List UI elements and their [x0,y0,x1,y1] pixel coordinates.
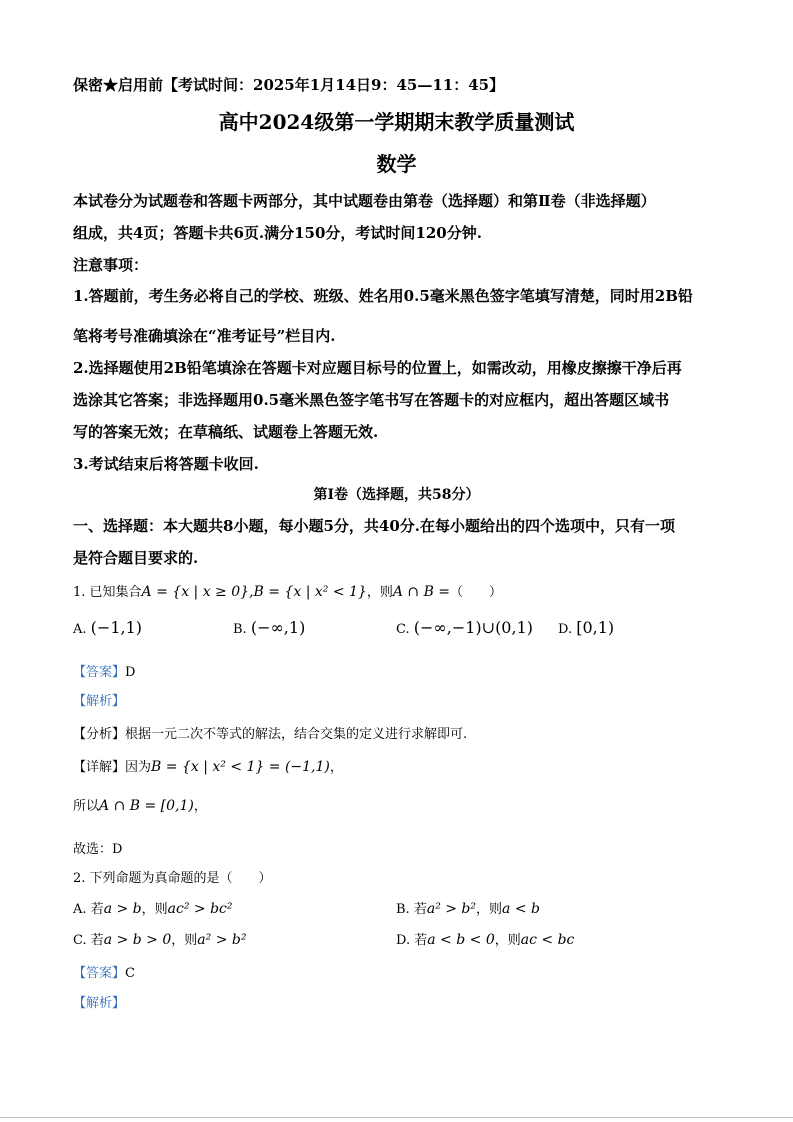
q2-answer-value: C [125,966,135,981]
note-1b: 笔将考号准确填涂在“准考证号”栏目内. [73,327,336,345]
subject-title: 数学 [376,152,417,176]
part1-instruction-a: 一、选择题：本大题共8小题，每小题5分，共40分.在每小题给出的四个选项中，只有一项 [73,517,675,535]
part1-instruction-b: 是符合题目要求的. [73,549,199,567]
page-bottom-divider [0,1117,793,1118]
note-1a: 1.答题前，考生务必将自己的学校、班级、姓名用0.5毫米黑色签字笔填写清楚，同时用2B铅 [73,287,693,305]
note-2c: 写的答案无效；在草稿纸、试题卷上答题无效. [73,423,379,441]
q1-option-a: A. (−1,1) [73,618,143,637]
section-heading: 第I卷（选择题，共58分） [313,487,480,503]
q1-conclusion: 所以A ∩ B = [0,1)， [73,798,207,814]
q1-option-d: D. [0,1) [558,618,615,637]
answer-tag: 【答案】 [73,665,126,680]
q1-answer [73,661,135,680]
q2-option-d: D. 若a < b < 0，则ac < bc [396,932,575,948]
question-2-stem: 2. 下列命题为真命题的是（ ） [73,871,272,886]
question-1-stem [73,581,502,600]
q2-analysis-tag: 【解析】 [73,996,126,1011]
q1-blank: （ ） [450,585,503,600]
q2-option-b: B. 若a² > b²，则a < b [396,901,540,917]
q1-fenxi: 【分析】根据一元二次不等式的解法，结合交集的定义进行求解即可. [73,727,468,742]
intro-line-2: 组成，共4页；答题卡共6页.满分150分，考试时间120分钟. [73,224,482,242]
q1-set-b: B = {x | x² < 1} [253,584,367,600]
q1-detail: 【详解】因为B = {x | x² < 1} = (−1,1)， [73,759,343,775]
q1-expr: A ∩ B = [392,584,451,600]
q1-analysis-tag: 【解析】 [73,694,126,709]
answer-tag: 【答案】 [73,966,126,981]
q1-option-c: C. (−∞,−1)∪(0,1) [396,618,533,637]
q1-choose: 故选：D [73,842,123,857]
q1-answer-value: D [125,665,136,680]
q1-then: ，则 [366,585,393,600]
note-2a: 2.选择题使用2B铅笔填涂在答题卡对应题目标号的位置上，如需改动，用橡皮擦擦干净后再 [73,359,682,377]
q1-set-a: A = {x | x ≥ 0} [141,584,250,600]
note-2b: 选涂其它答案；非选择题用0.5毫米黑色签字笔书写在答题卡的对应框内，超出答题区域书 [73,391,670,409]
note-3: 3.考试结束后将答题卡收回. [73,455,259,473]
q1-option-b: B. (−∞,1) [233,618,306,637]
q2-answer [73,962,135,981]
intro-line-1: 本试卷分为试题卷和答题卡两部分，其中试题卷由第卷（选择题）和第Ⅱ卷（非选择题） [73,192,656,210]
confidential-header: 保密★启用前【考试时间：2025年1月14日9：45—11：45】 [73,76,505,94]
exam-title: 高中2024级第一学期期末教学质量测试 [218,110,575,134]
q2-option-a: A. 若a > b，则ac² > bc² [73,901,233,917]
q2-option-c: C. 若a > b > 0，则a² > b² [73,932,247,948]
notes-title: 注意事项： [73,256,149,274]
q1-prefix: 1. 已知集合 [73,585,142,600]
q1-set-sep: , [249,584,254,600]
